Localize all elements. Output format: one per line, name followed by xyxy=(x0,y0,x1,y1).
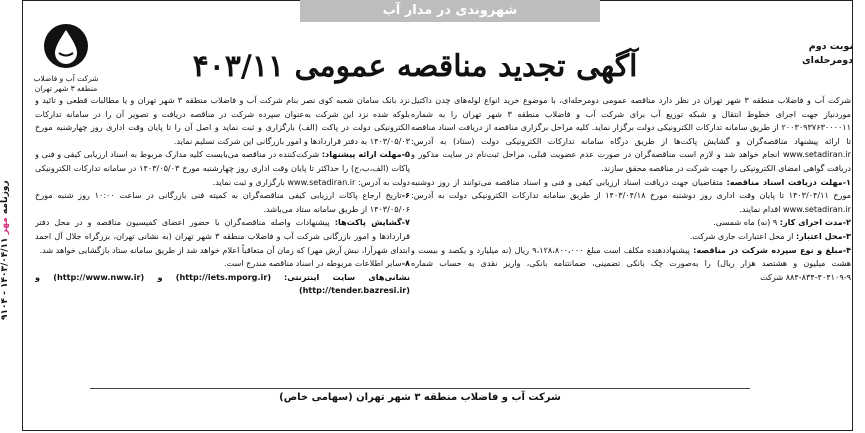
header-band: شهروندی در مدار آب xyxy=(300,0,600,22)
right-column xyxy=(411,94,851,384)
deposit-continued: نزد بانک سامان شعبه کوی نصر بنام شرکت آب و فاضلاب منطقه ۳ شهر تهران و یا مطالبات قطعی و تائید و بلوکه شده نزد این شرکت به‌عنوان سپرده شرکت در مناقصه دریافت و تصویر آن را در سامانه تدارکات الکترونیکی دولت در پاکت (الف) بارگزاری و ثبت نماید و اصل آن را تا پایان وقت اداری روز چهارشنبه مورخ ۱۴۰۳/۰۵/۰۳ به دفتر قراردادها و امور بازرگانی این شرکت تسلیم نماید. xyxy=(35,95,410,146)
side-print xyxy=(0,130,20,370)
water-drop-logo-icon xyxy=(42,22,90,70)
section-2: ۲-مدت اجرای کار: ۹ (نه) ماه شمسی. xyxy=(713,217,851,228)
section-3: ۳-محل اعتبار: از محل اعتبارات جاری شرکت. xyxy=(689,230,851,241)
side-brand: مهر xyxy=(0,217,10,235)
intro-paragraph: شرکت آب و فاضلاب منطقه ۳ شهر تهران در نظر دارد مناقصه عمومی دومرحله‌ای، با موضوع خرید انواع لوله‌های چدن داکتیل موردنیاز جهت اجرای خطوط انتقال و شبکه توزیع آب برای شرکت آب و فاضلاب منطقه ۳ شهر تهران را به شماره ۲۰۰۳۰۹۳۷۶۳۰۰۰۰۱۱ از طریق سامانه تدارکات الکترونیکی دولت برگزار نماید. کلیه مراحل برگزاری مناقصه از دریافت اسناد مناقصه تا ارائه پیشنهاد مناقصه‌گران و گشایش پاکت‌ها از طریق درگاه سامانه تدارکات الکترونیکی دولت (ستاد) به آدرس: www.setadiran.ir انجام خواهد شد و لازم است مناقصه‌گران در صورت عدم عضویت قبلی، مراحل ثبت‌نام در سایت مذکور و دریافت گواهی امضای الکترونیکی را جهت شرکت در مناقصه محقق سازند. xyxy=(411,95,851,173)
section-6: ۶-تاریخ ارجاع پاکات ارزیابی کیفی مناقصه‌گران به کمیته فنی بازرگانی در ساعت ۱۰:۰۰ روز شنبه مورخ ۱۴۰۳/۰۵/۰۶ از طریق سامانه ستاد می‌باشد. xyxy=(35,190,410,214)
left-column xyxy=(35,94,410,384)
section-1: ۱-مهلت دریافت اسناد مناقصه: متقاضیان جهت دریافت اسناد ارزیابی کیفی و فنی و اسناد مناقصه می‌توانند از روز دوشنبه مورخ ۱۴۰۳/۰۴/۱۱ تا پایان وقت اداری روز دوشنبه مورخ ۱۴۰۳/۰۴/۱۸ از طریق سامانه تدارکات الکترونیکی دولت به آدرس: www.setadiran.ir اقدام نمایند. xyxy=(411,176,851,214)
ad-title: آگهی تجدید مناقصه عمومی ۴۰۳/۱۱ xyxy=(192,49,638,84)
section-5: ۵-مهلت ارائه پیشنهاد: شرکت‌کننده در مناقصه می‌بایست کلیه مدارک مربوط به اسناد ارزیابی کیفی و فنی و پاکات (الف،ب،ج) را حداکثر تا پایان وقت اداری روز چهارشنبه مورخ ۱۴۰۳/۰۵/۰۳ در سامانه تدارکات الکترونیکی دولت به آدرس: www.setadiran.ir بارگزاری و ثبت نماید. xyxy=(35,149,410,187)
logo-line1: شرکت آب و فاضلاب xyxy=(33,74,99,83)
websites: نشانی‌های سایت اینترنتی: (http://iets.mporg.ir) و (http://www.nww.ir) و (http://tender.bazresi.ir) xyxy=(35,271,410,296)
badge-line1: نوبت دوم xyxy=(808,41,853,52)
side-paper: روزنامه xyxy=(0,180,10,214)
ad-footer: شرکت آب و فاضلاب منطقه ۳ شهر تهران (سهامی خاص) xyxy=(90,388,750,425)
section-8: ۸-سایر اطلاعات مربوطه در اسناد مناقصه مندرج است. xyxy=(224,258,410,269)
section-4: ۴-مبلغ و نوع سپرده شرکت در مناقصه: پیشنهاددهنده مکلف است مبلغ ۹،۱۲۸،۸۰۰،۰۰۰ ریال (نه میلیارد و یکصد و بیست و هشت میلیون و هشتصد هزار ریال) را به‌صورت چک بانکی تضمینی، ضمانتنامه بانکی، واریز نقدی به حساب شماره ۹-۴۰۴۱۰۹-۸۳۴-۸۸۴ شرکت xyxy=(411,244,851,282)
logo-line2: منطقه ۳ شهر تهران xyxy=(34,84,98,93)
company-logo xyxy=(30,22,102,100)
badge-line2: دومرحله‌ای xyxy=(801,55,853,66)
notice-badge xyxy=(795,40,853,68)
section-7: ۷-گشایش پاکت‌ها: پیشنهادات واصله مناقصه‌گران با حضور اعضای کمیسیون مناقصه و در محل دفتر قراردادها و امور بازرگانی شرکت آب و فاضلاب منطقه ۳ شهر تهران (به نشانی تهران، بزرگراه جلال آل احمد ابتدای شهرآرا، نبش آرش مهر) که زمان آن متعاقباً اعلام خواهد شد از طریق سامانه ستاد بازگشایی خواهد شد. xyxy=(35,217,410,255)
side-date: ۱۴۰۳/۰۴/۱۱ - ۹۱۰۴ xyxy=(0,237,10,320)
